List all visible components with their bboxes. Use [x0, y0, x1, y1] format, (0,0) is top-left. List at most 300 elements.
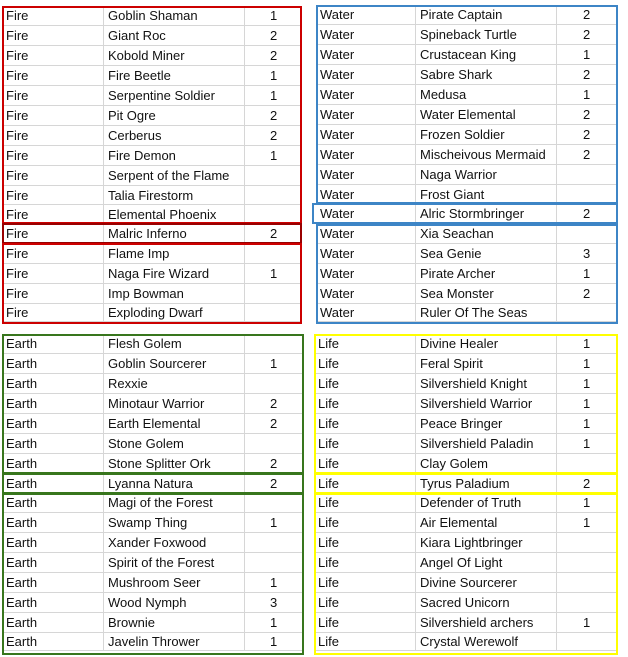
creature-name-cell[interactable]: Fire Beetle — [108, 68, 171, 83]
count-cell[interactable]: 1 — [583, 87, 591, 102]
count-cell[interactable]: 1 — [270, 266, 278, 281]
column-divider — [556, 284, 557, 304]
count-cell[interactable] — [270, 284, 290, 304]
table-row — [2, 334, 304, 354]
count-cell[interactable]: 2 — [270, 456, 278, 471]
creature-name-cell[interactable]: Goblin Shaman — [108, 8, 198, 23]
column-divider — [103, 106, 104, 126]
column-divider — [103, 374, 104, 394]
column-divider — [244, 166, 245, 186]
element-cell[interactable]: Life — [318, 634, 339, 649]
column-divider — [103, 86, 104, 106]
count-cell[interactable] — [270, 533, 290, 553]
count-cell[interactable] — [270, 493, 290, 513]
element-cell[interactable]: Water — [320, 147, 355, 162]
creature-name-cell[interactable]: Divine Sourcerer — [420, 575, 517, 590]
element-cell[interactable]: Earth — [6, 634, 38, 649]
creature-name-cell[interactable]: Frozen Soldier — [420, 127, 505, 142]
element-cell[interactable]: Fire — [6, 88, 29, 103]
column-divider — [556, 204, 557, 224]
table-row — [2, 354, 304, 374]
column-divider — [244, 374, 245, 394]
creature-name-cell[interactable]: Silvershield archers — [420, 615, 534, 630]
column-divider — [103, 414, 104, 434]
column-divider — [244, 633, 245, 651]
column-divider — [244, 434, 245, 454]
count-cell[interactable]: 2 — [583, 7, 591, 22]
creature-name-cell[interactable]: Goblin Sourcerer — [108, 356, 207, 371]
count-cell[interactable] — [583, 185, 603, 204]
element-cell[interactable]: Earth — [6, 615, 38, 630]
element-cell[interactable]: Life — [318, 436, 339, 451]
element-cell[interactable]: Life — [318, 575, 339, 590]
column-divider — [103, 46, 104, 66]
creature-name-cell[interactable]: Serpent of the Flame — [108, 168, 230, 183]
table-row — [2, 533, 304, 553]
element-cell[interactable]: Life — [318, 336, 339, 351]
count-cell[interactable]: 2 — [583, 127, 591, 142]
creature-name-cell[interactable]: Lyanna Natura — [108, 476, 193, 491]
element-cell[interactable]: Life — [318, 515, 339, 530]
element-cell[interactable]: Fire — [6, 68, 29, 83]
count-cell[interactable] — [270, 334, 290, 354]
element-cell[interactable]: Water — [320, 47, 355, 62]
element-cell[interactable]: Earth — [6, 456, 38, 471]
table-row — [2, 66, 302, 86]
column-divider — [244, 205, 245, 224]
table-row — [316, 45, 618, 65]
creature-name-cell[interactable]: Kobold Miner — [108, 48, 185, 63]
column-divider — [244, 474, 245, 493]
count-cell[interactable]: 2 — [270, 396, 278, 411]
element-cell[interactable]: Fire — [6, 128, 29, 143]
element-cell[interactable]: Earth — [6, 555, 38, 570]
column-divider — [415, 105, 416, 125]
count-cell[interactable]: 2 — [583, 206, 591, 221]
column-divider — [244, 224, 245, 244]
creature-name-cell[interactable]: Mischeivous Mermaid — [420, 147, 546, 162]
count-cell[interactable]: 1 — [270, 575, 278, 590]
element-cell[interactable]: Fire — [6, 48, 29, 63]
column-divider — [556, 65, 557, 85]
table-row — [2, 454, 304, 474]
count-cell[interactable]: 2 — [270, 108, 278, 123]
count-cell[interactable] — [583, 573, 603, 593]
column-divider — [556, 125, 557, 145]
count-cell[interactable] — [270, 374, 290, 394]
table-row — [2, 86, 302, 106]
count-cell[interactable] — [583, 593, 603, 613]
element-cell[interactable]: Life — [318, 376, 339, 391]
element-cell[interactable]: Fire — [6, 266, 29, 281]
column-divider — [244, 573, 245, 593]
creature-name-cell[interactable]: Feral Spirit — [420, 356, 483, 371]
table-row — [2, 26, 302, 46]
count-cell[interactable]: 2 — [583, 147, 591, 162]
column-divider — [556, 374, 557, 394]
table-row — [314, 414, 618, 434]
creature-name-cell[interactable]: Crystal Werewolf — [420, 634, 519, 649]
column-divider — [244, 146, 245, 166]
count-cell[interactable]: 1 — [583, 336, 591, 351]
column-divider — [556, 304, 557, 322]
element-cell[interactable]: Earth — [6, 535, 38, 550]
table-row — [314, 633, 618, 651]
creature-name-cell[interactable]: Elemental Phoenix — [108, 207, 217, 222]
count-cell[interactable]: 2 — [270, 226, 278, 241]
table-row — [314, 354, 618, 374]
creature-name-cell[interactable]: Swamp Thing — [108, 515, 188, 530]
table-row — [2, 264, 302, 284]
count-cell[interactable]: 1 — [583, 266, 591, 281]
column-divider — [556, 5, 557, 25]
table-row — [316, 304, 618, 322]
count-cell[interactable]: 1 — [270, 634, 278, 649]
column-divider — [103, 474, 104, 493]
element-cell[interactable]: Earth — [6, 336, 38, 351]
creature-name-cell[interactable]: Medusa — [420, 87, 467, 102]
creature-name-cell[interactable]: Ruler Of The Seas — [420, 305, 528, 320]
column-divider — [103, 454, 104, 474]
creature-name-cell[interactable]: Exploding Dwarf — [108, 305, 203, 320]
table-row — [2, 284, 302, 304]
count-cell[interactable] — [270, 244, 290, 264]
element-cell[interactable]: Fire — [6, 226, 29, 241]
creature-name-cell[interactable]: Giant Roc — [108, 28, 166, 43]
element-cell[interactable]: Water — [320, 305, 355, 320]
count-cell[interactable]: 1 — [583, 615, 591, 630]
count-cell[interactable]: 1 — [270, 8, 278, 23]
creature-name-cell[interactable]: Javelin Thrower — [108, 634, 200, 649]
creature-name-cell[interactable]: Divine Healer — [420, 336, 499, 351]
creature-name-cell[interactable]: Sacred Unicorn — [420, 595, 510, 610]
count-cell[interactable]: 1 — [583, 436, 591, 451]
column-divider — [556, 85, 557, 105]
column-divider — [415, 85, 416, 105]
element-cell[interactable]: Water — [320, 127, 355, 142]
count-cell[interactable]: 2 — [270, 128, 278, 143]
element-cell[interactable]: Fire — [6, 168, 29, 183]
creature-name-cell[interactable]: Stone Splitter Ork — [108, 456, 211, 471]
count-cell[interactable]: 2 — [583, 286, 591, 301]
element-cell[interactable]: Fire — [6, 188, 29, 203]
column-divider — [415, 125, 416, 145]
column-divider — [556, 573, 557, 593]
column-divider — [556, 165, 557, 185]
creature-name-cell[interactable]: Silvershield Knight — [420, 376, 527, 391]
creature-name-cell[interactable]: Peace Bringer — [420, 416, 503, 431]
creature-name-cell[interactable]: Imp Bowman — [108, 286, 184, 301]
count-cell[interactable]: 1 — [270, 88, 278, 103]
column-divider — [244, 354, 245, 374]
count-cell[interactable]: 2 — [583, 107, 591, 122]
table-row — [316, 264, 618, 284]
column-divider — [103, 26, 104, 46]
column-divider — [556, 493, 557, 513]
column-divider — [244, 334, 245, 354]
creature-name-cell[interactable]: Air Elemental — [420, 515, 498, 530]
element-cell[interactable]: Life — [318, 456, 339, 471]
element-cell[interactable]: Water — [320, 67, 355, 82]
table-row — [314, 553, 618, 573]
count-cell[interactable]: 2 — [583, 27, 591, 42]
column-divider — [556, 553, 557, 573]
table-row — [316, 65, 618, 85]
creature-name-cell[interactable]: Magi of the Forest — [108, 495, 213, 510]
element-cell[interactable]: Water — [320, 187, 355, 202]
creature-name-cell[interactable]: Xia Seachan — [420, 226, 494, 241]
count-cell[interactable]: 2 — [270, 48, 278, 63]
count-cell[interactable] — [583, 165, 603, 185]
creature-name-cell[interactable]: Pit Ogre — [108, 108, 156, 123]
table-row — [316, 5, 618, 25]
count-cell[interactable] — [583, 224, 603, 244]
element-cell[interactable]: Life — [318, 476, 339, 491]
creature-name-cell[interactable]: Stone Golem — [108, 436, 184, 451]
creature-name-cell[interactable]: Defender of Truth — [420, 495, 522, 510]
count-cell[interactable] — [270, 205, 290, 224]
element-cell[interactable]: Earth — [6, 595, 38, 610]
column-divider — [415, 224, 416, 244]
count-cell[interactable] — [583, 553, 603, 573]
element-cell[interactable]: Fire — [6, 286, 29, 301]
column-divider — [415, 474, 416, 493]
creature-name-cell[interactable]: Clay Golem — [420, 456, 488, 471]
count-cell[interactable] — [583, 633, 603, 651]
table-row — [2, 244, 302, 264]
element-cell[interactable]: Earth — [6, 376, 38, 391]
count-cell[interactable]: 1 — [583, 356, 591, 371]
column-divider — [556, 244, 557, 264]
column-divider — [556, 334, 557, 354]
column-divider — [415, 304, 416, 322]
count-cell[interactable]: 2 — [583, 67, 591, 82]
column-divider — [103, 66, 104, 86]
element-cell[interactable]: Water — [320, 107, 355, 122]
count-cell[interactable] — [270, 186, 290, 205]
table-row — [314, 513, 618, 533]
count-cell[interactable] — [583, 533, 603, 553]
count-cell[interactable]: 1 — [270, 68, 278, 83]
table-row — [2, 166, 302, 186]
column-divider — [415, 264, 416, 284]
count-cell[interactable] — [583, 304, 603, 322]
count-cell[interactable]: 2 — [270, 476, 278, 491]
count-cell[interactable]: 1 — [583, 416, 591, 431]
element-cell[interactable]: Water — [320, 266, 355, 281]
element-cell[interactable]: Fire — [6, 148, 29, 163]
creature-name-cell[interactable]: Spineback Turtle — [420, 27, 517, 42]
element-cell[interactable]: Life — [318, 595, 339, 610]
creature-name-cell[interactable]: Sea Monster — [420, 286, 494, 301]
element-cell[interactable]: Life — [318, 555, 339, 570]
table-row — [2, 573, 304, 593]
element-cell[interactable]: Water — [320, 206, 355, 221]
column-divider — [103, 126, 104, 146]
column-divider — [415, 593, 416, 613]
element-cell[interactable]: Earth — [6, 436, 38, 451]
creature-name-cell[interactable]: Pirate Archer — [420, 266, 496, 281]
table-row — [316, 105, 618, 125]
element-cell[interactable]: Water — [320, 167, 355, 182]
element-cell[interactable]: Life — [318, 356, 339, 371]
element-cell[interactable]: Life — [318, 615, 339, 630]
creature-name-cell[interactable]: Talia Firestorm — [108, 188, 194, 203]
creature-name-cell[interactable]: Tyrus Paladium — [420, 476, 510, 491]
column-divider — [244, 553, 245, 573]
creature-name-cell[interactable]: Earth Elemental — [108, 416, 201, 431]
count-cell[interactable] — [583, 454, 603, 474]
creature-name-cell[interactable]: Spirit of the Forest — [108, 555, 215, 570]
element-cell[interactable]: Earth — [6, 495, 38, 510]
element-cell[interactable]: Fire — [6, 108, 29, 123]
column-divider — [103, 334, 104, 354]
table-row — [2, 205, 302, 224]
creature-name-cell[interactable]: Frost Giant — [420, 187, 485, 202]
element-cell[interactable]: Water — [320, 246, 355, 261]
column-divider — [415, 533, 416, 553]
column-divider — [244, 86, 245, 106]
table-row — [2, 126, 302, 146]
count-cell[interactable] — [270, 166, 290, 186]
creature-name-cell[interactable]: Silvershield Warrior — [420, 396, 533, 411]
creature-name-cell[interactable]: Silvershield Paladin — [420, 436, 534, 451]
creature-name-cell[interactable]: Flesh Golem — [108, 336, 182, 351]
element-cell[interactable]: Fire — [6, 305, 29, 320]
count-cell[interactable]: 3 — [583, 246, 591, 261]
column-divider — [244, 26, 245, 46]
count-cell[interactable]: 2 — [270, 416, 278, 431]
table-row — [316, 224, 618, 244]
creature-name-cell[interactable]: Minotaur Warrior — [108, 396, 205, 411]
column-divider — [415, 454, 416, 474]
creature-name-cell[interactable]: Water Elemental — [420, 107, 516, 122]
creature-name-cell[interactable]: Rexxie — [108, 376, 148, 391]
column-divider — [103, 513, 104, 533]
element-cell[interactable]: Fire — [6, 246, 29, 261]
creature-name-cell[interactable]: Xander Foxwood — [108, 535, 207, 550]
creature-name-cell[interactable]: Fire Demon — [108, 148, 176, 163]
element-cell[interactable]: Water — [320, 87, 355, 102]
column-divider — [415, 374, 416, 394]
creature-name-cell[interactable]: Cerberus — [108, 128, 162, 143]
count-cell[interactable]: 1 — [270, 615, 278, 630]
element-cell[interactable]: Life — [318, 396, 339, 411]
element-cell[interactable]: Fire — [6, 8, 29, 23]
creature-name-cell[interactable]: Kiara Lightbringer — [420, 535, 523, 550]
column-divider — [415, 434, 416, 454]
column-divider — [556, 533, 557, 553]
element-cell[interactable]: Earth — [6, 515, 38, 530]
column-divider — [244, 394, 245, 414]
creature-name-cell[interactable]: Mushroom Seer — [108, 575, 201, 590]
element-cell[interactable]: Water — [320, 226, 355, 241]
creature-name-cell[interactable]: Brownie — [108, 615, 155, 630]
column-divider — [556, 264, 557, 284]
column-divider — [244, 454, 245, 474]
column-divider — [556, 613, 557, 633]
column-divider — [103, 284, 104, 304]
creature-name-cell[interactable]: Sabre Shark — [420, 67, 493, 82]
count-cell[interactable]: 1 — [583, 376, 591, 391]
table-row — [316, 85, 618, 105]
column-divider — [415, 204, 416, 224]
column-divider — [244, 244, 245, 264]
element-cell[interactable]: Water — [320, 286, 355, 301]
count-cell[interactable] — [270, 304, 290, 322]
element-cell[interactable]: Fire — [6, 207, 29, 222]
element-cell[interactable]: Life — [318, 535, 339, 550]
count-cell[interactable]: 1 — [583, 396, 591, 411]
creature-name-cell[interactable]: Pirate Captain — [420, 7, 503, 22]
count-cell[interactable]: 1 — [583, 515, 591, 530]
element-cell[interactable]: Earth — [6, 396, 38, 411]
element-cell[interactable]: Life — [318, 416, 339, 431]
column-divider — [556, 45, 557, 65]
column-divider — [415, 65, 416, 85]
element-cell[interactable]: Earth — [6, 356, 38, 371]
column-divider — [244, 186, 245, 205]
creature-name-cell[interactable]: Malric Inferno — [108, 226, 187, 241]
column-divider — [415, 244, 416, 264]
creature-name-cell[interactable]: Sea Genie — [420, 246, 482, 261]
creature-name-cell[interactable]: Naga Warrior — [420, 167, 497, 182]
count-cell[interactable] — [270, 553, 290, 573]
column-divider — [556, 633, 557, 651]
count-cell[interactable]: 3 — [270, 595, 278, 610]
column-divider — [244, 304, 245, 322]
column-divider — [244, 593, 245, 613]
column-divider — [556, 454, 557, 474]
column-divider — [556, 224, 557, 244]
element-cell[interactable]: Water — [320, 7, 355, 22]
creature-name-cell[interactable]: Flame Imp — [108, 246, 170, 261]
count-cell[interactable]: 2 — [583, 476, 591, 491]
count-cell[interactable]: 1 — [583, 495, 591, 510]
table-row — [2, 633, 304, 651]
column-divider — [415, 633, 416, 651]
table-row — [314, 593, 618, 613]
column-divider — [244, 533, 245, 553]
table-row — [2, 374, 304, 394]
creature-name-cell[interactable]: Wood Nymph — [108, 595, 187, 610]
element-cell[interactable]: Fire — [6, 28, 29, 43]
element-cell[interactable]: Earth — [6, 575, 38, 590]
count-cell[interactable]: 1 — [270, 515, 278, 530]
element-cell[interactable]: Earth — [6, 416, 38, 431]
count-cell[interactable]: 1 — [270, 148, 278, 163]
creature-name-cell[interactable]: Alric Stormbringer — [420, 206, 525, 221]
count-cell[interactable]: 1 — [583, 47, 591, 62]
table-row — [314, 374, 618, 394]
column-divider — [103, 553, 104, 573]
creature-name-cell[interactable]: Crustacean King — [420, 47, 517, 62]
table-row — [316, 125, 618, 145]
table-row — [2, 146, 302, 166]
element-cell[interactable]: Water — [320, 27, 355, 42]
count-cell[interactable] — [270, 434, 290, 454]
column-divider — [244, 493, 245, 513]
count-cell[interactable]: 1 — [270, 356, 278, 371]
creature-name-cell[interactable]: Angel Of Light — [420, 555, 503, 570]
column-divider — [103, 264, 104, 284]
count-cell[interactable]: 2 — [270, 28, 278, 43]
table-row — [314, 454, 618, 474]
element-cell[interactable]: Earth — [6, 476, 38, 491]
element-cell[interactable]: Life — [318, 495, 339, 510]
creature-name-cell[interactable]: Naga Fire Wizard — [108, 266, 210, 281]
creature-name-cell[interactable]: Serpentine Soldier — [108, 88, 215, 103]
